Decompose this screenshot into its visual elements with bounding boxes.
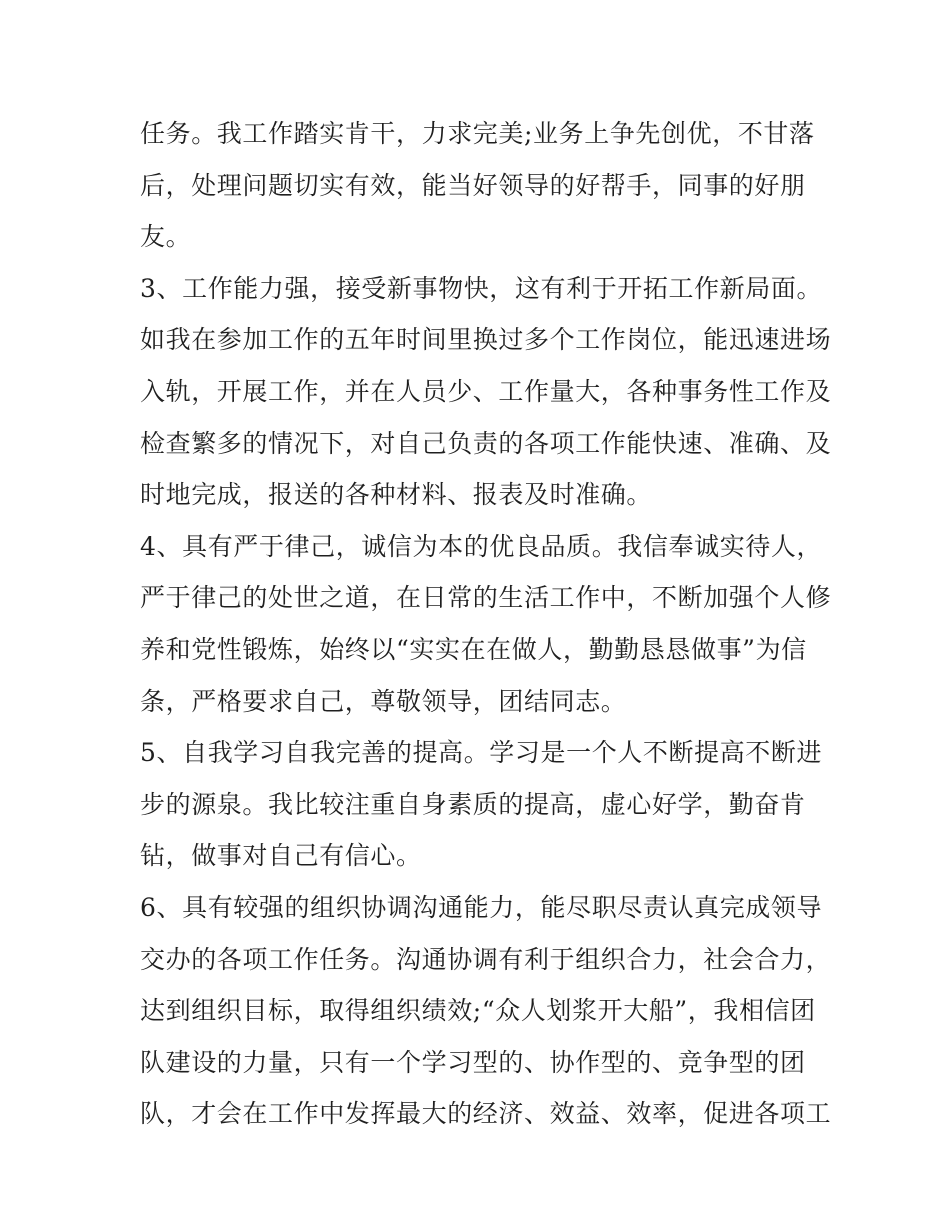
text-line: 养和党性锻炼，始终以“实实在在做人，勤勤恳恳做事”为信: [140, 634, 807, 664]
text-line: 入轨，开展工作，并在人员少、工作量大，各种事务性工作及: [140, 376, 832, 406]
text-line: 钻，做事对自己有信心。: [140, 841, 422, 871]
text-line: 任务。我工作踏实肯干，力求完美;业务上争先创优，不甘落: [140, 119, 815, 148]
text-line: 3、工作能力强，接受新事物快，这有利于开拓工作新局面。: [140, 273, 823, 303]
text-line: 达到组织目标，取得组织绩效;“众人划浆开大船”，我相信团: [140, 996, 816, 1026]
text-line: 后，处理问题切实有效，能当好领导的好帮手，同事的好朋: [140, 170, 806, 200]
text-line: 条，严格要求自己，尊敬领导，团结同志。: [140, 686, 627, 716]
text-line: 时地完成，报送的各种材料、报表及时准确。: [140, 480, 653, 510]
body-text: [140, 108, 832, 1140]
text-line: 交办的各项工作任务。沟通协调有利于组织合力，社会合力，: [140, 944, 832, 974]
text-line: 友。: [140, 222, 192, 252]
text-line: 6、具有较强的组织协调沟通能力，能尽职尽责认真完成领导: [140, 892, 823, 922]
text-line: 队建设的力量，只有一个学习型的、协作型的、竞争型的团: [140, 1047, 806, 1077]
text-line: 严于律己的处世之道，在日常的生活工作中，不断加强个人修: [140, 583, 832, 613]
text-line: 步的源泉。我比较注重自身素质的提高，虚心好学，勤奋肯: [140, 789, 806, 819]
text-line: 队，才会在工作中发挥最大的经济、效益、效率，促进各项工: [140, 1099, 832, 1129]
text-line: 4、具有严于律己，诚信为本的优良品质。我信奉诚实待人，: [140, 531, 823, 561]
text-line: 如我在参加工作的五年时间里换过多个工作岗位，能迅速进场: [140, 325, 832, 355]
text-line: 检查繁多的情况下，对自己负责的各项工作能快速、准确、及: [140, 428, 832, 458]
text-line: 5、自我学习自我完善的提高。学习是一个人不断提高不断进: [140, 738, 823, 768]
